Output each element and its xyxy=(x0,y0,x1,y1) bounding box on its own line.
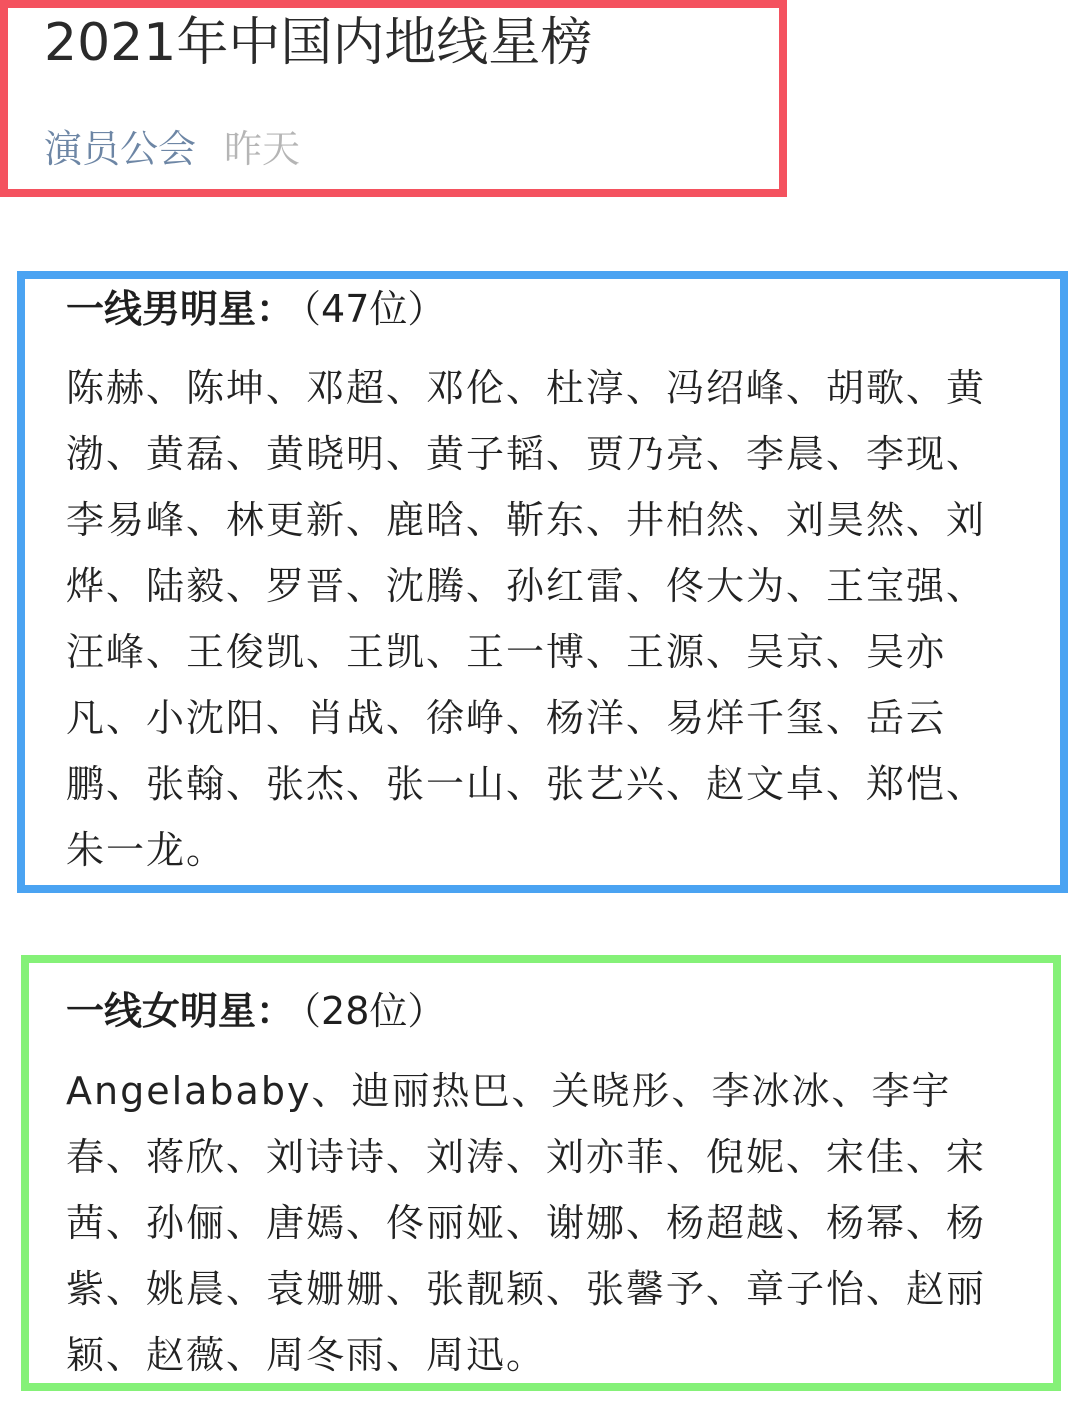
female-stars-heading xyxy=(66,986,445,1036)
male-stars-count: （47位） xyxy=(302,287,446,331)
male-stars-list: 陈赫、陈坤、邓超、邓伦、杜淳、冯绍峰、胡歌、黄渤、黄磊、黄晓明、黄子韬、贾乃亮、李晨、李现、李易峰、林更新、鹿晗、靳东、井柏然、刘昊然、刘烨、陆毅、罗晋、沈腾、孙红雷、佟大为、王宝强、汪峰、王俊凯、王凯、王一博、王源、吴京、吴亦凡、小沈阳、肖战、徐峥、杨洋、易烊千玺、岳云鹏、张翰、张杰、张一山、张艺兴、赵文卓、郑恺、朱一龙。 xyxy=(66,366,987,872)
article-time: 昨天 xyxy=(224,127,301,171)
male-stars-heading xyxy=(66,284,445,334)
article-source-link[interactable]: 演员公会 xyxy=(44,127,197,171)
male-stars-label: 一线男明星： xyxy=(66,287,295,331)
article-meta xyxy=(44,124,300,174)
article-title: 2021年中国内地线星榜 xyxy=(44,13,593,73)
female-stars-label: 一线女明星： xyxy=(66,989,295,1033)
female-stars-list: Angelababy、迪丽热巴、关晓彤、李冰冰、李宇春、蒋欣、刘诗诗、刘涛、刘亦菲、倪妮、宋佳、宋茜、孙俪、唐嫣、佟丽娅、谢娜、杨超越、杨幂、杨紫、姚晨、袁姗姗、张靓颖、张馨予、章子怡、赵丽颖、赵薇、周冬雨、周迅。 xyxy=(66,1069,987,1377)
female-stars-count: （28位） xyxy=(302,989,446,1033)
